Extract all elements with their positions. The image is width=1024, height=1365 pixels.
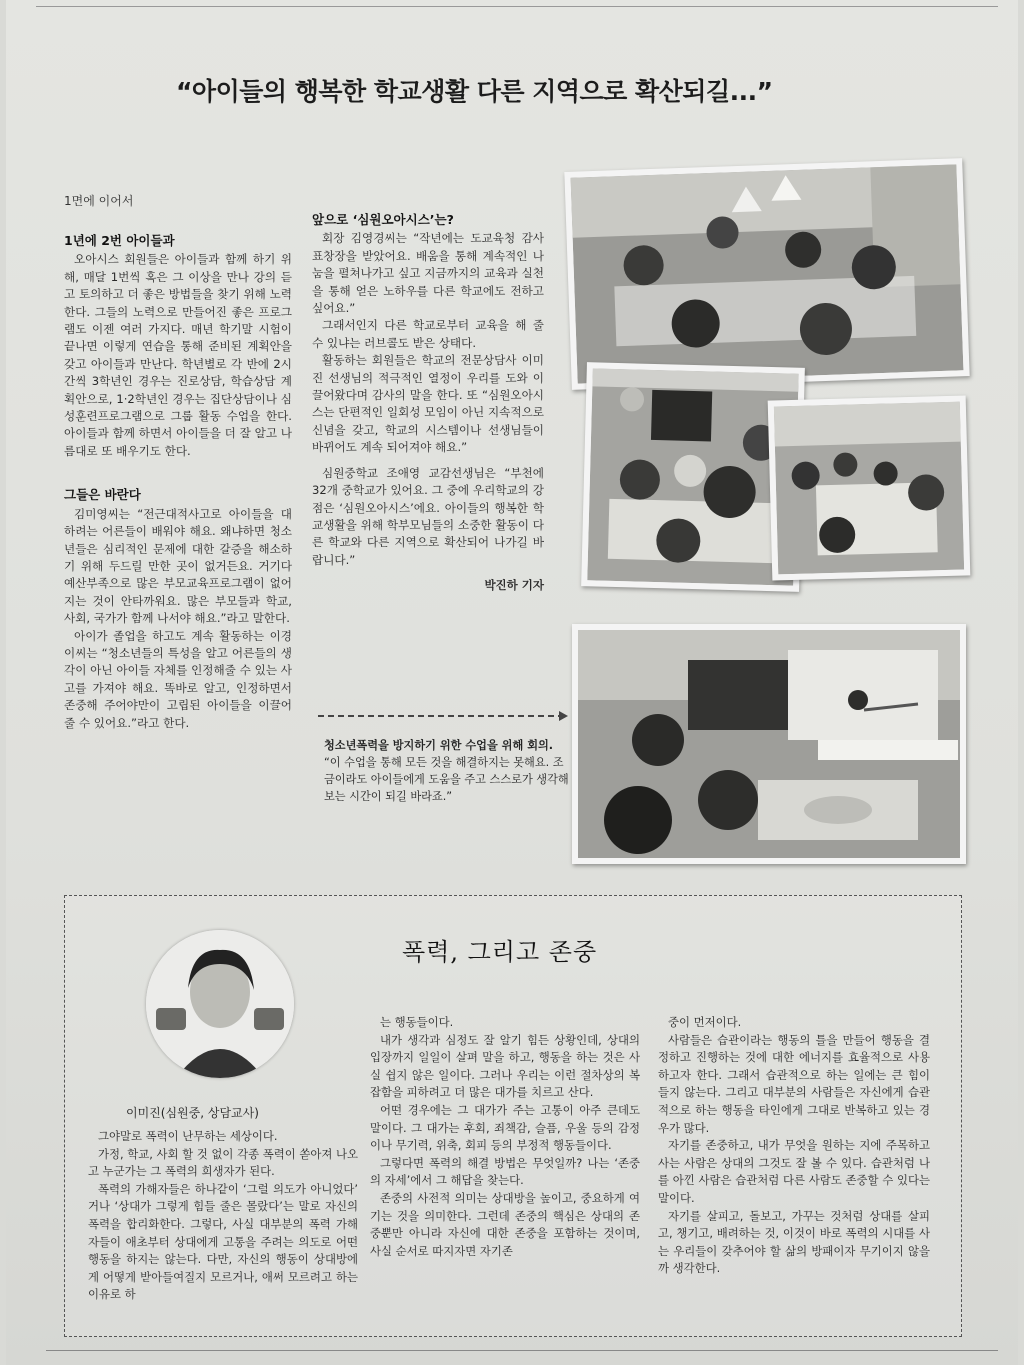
paragraph: 회장 김영경씨는 “작년에는 도교육청 감사표창장을 받았어요. 배움을 통해 계속적인 나눔을 펼쳐나가고 싶고 지금까지의 교육과 실천을 통해 얻은 노하우를 다른 학교에도 전하고 싶어요.” [312,231,544,316]
paragraph: 자기를 살피고, 돌보고, 가꾸는 것처럼 상대를 살피고, 챙기고, 배려하는 것, 이것이 바로 폭력의 시대를 사는 우리들이 갖추어야 할 삶의 방패이자 무기이지 않을까 생각한다. [658,1208,930,1276]
paragraph: 중이 먼저이다. [668,1015,742,1029]
paragraph: 오아시스 회원들은 아이들과 함께 하기 위해, 매달 1번씩 혹은 그 이상을 만나 강의 듣고 토의하고 더 좋은 방법들을 찾기 위해 노력한다. 그들의 노력으로 만들어진 좋은 프로그램도 이젠 여러 가지다. 매년 학기말 시험이 끝나면 이렇게 연습을 통해 준비된 계획안을 갖고 아이들과 만난다. 학년별로 각 반에 2시간씩 3학년인 경우는 진로상담, 학습상담 계획안으로, 1·2학년인 경우는 집단상담이나 심성훈련프로그램으로 그룹 활동 수업을 한다. 아이들과 함께 하면서 아이들을 더 잘 알고 나름대로 또 배우기도 한다. [64,252,292,458]
paragraph: 는 행동들이다. [380,1015,454,1029]
reporter-byline: 박진하 기자 [484,578,544,593]
column-text-3 [658,1014,930,1278]
paragraph: 아이가 졸업을 하고도 계속 활동하는 이경이씨는 “청소년들의 특성을 알고 어른들의 생각이 아닌 아이들 자체를 인정해줄 수 있는 사고를 가져야 해요. 똑바로 알고, 인정하면서 존중해 주어야만이 고립된 아이들을 이끌어 줄 수 있어요.”라고 한다. [64,628,292,730]
paragraph: 가정, 학교, 사회 할 것 없이 각종 폭력이 쏟아져 나오고 누군가는 그 폭력의 희생자가 된다. [88,1146,358,1179]
article-column-1 [64,232,292,732]
author-avatar [146,930,294,1078]
paragraph: 어떤 경우에는 그 대가가 주는 고통이 아주 큰데도 말이다. 그 대가는 후회, 죄책감, 슬픔, 우울 등의 감정이나 무기력, 위축, 회피 등의 부정적 행동들이다. [370,1102,640,1153]
paragraph: 그야말로 폭력이 난무하는 세상이다. [98,1129,278,1143]
column-text-1 [88,1128,358,1304]
paragraph: 사람들은 습관이라는 행동의 틀을 만들어 행동을 결정하고 진행하는 것에 대한 에너지를 효율적으로 사용하고자 한다. 그래서 습관적으로 하는 일에는 큰 힘이 들지 않는다. 그리고 대부분의 사람들은 자신에게 습관적으로 하는 행동을 타인에게 그대로 반복하고 있는 경우가 많다. [658,1032,930,1135]
classroom-photo-3-image [774,402,964,575]
article-column-2 [312,211,544,595]
paragraph: 활동하는 회원들은 학교의 전문상담사 이미진 선생님의 적극적인 열정이 우리를 도와 이끌어왔다며 감사의 말을 한다. 또 “심원오아시스는 단편적인 일회성 모임이 아닌 지속적으로 신념을 갖고, 학교의 시스템이나 선생님들이 바뀌어도 계속 되어져야 해요.” [312,353,544,455]
paragraph: 김미영씨는 “전근대적사고로 아이들을 대하려는 어른들이 배워야 해요. 왜냐하면 청소년들은 심리적인 문제에 대한 갈증을 해소하기 위해 두드릴 만한 곳이 없거든요. 거기다 예산부족으로 많은 부모교육프로그램이 없어지는 것이 안타까워요. 많은 부모들과 학교, 사회, 국가가 함께 나서야 해요.”라고 말한다. [64,506,292,626]
paragraph: 폭력의 가해자들은 하나같이 ‘그럴 의도가 아니었다’ 거나 ‘상대가 그렇게 힘들 줄은 몰랐다’는 말로 자신의 폭력을 합리화한다. 그렇다, 사실 대부분의 폭력 가해자들이 애초부터 상대에게 고통을 주려는 의도로 어떤 행동을 하지는 않는다. 다만, 자신의 행동이 상대방에게 어떻게 받아들여질지 모르거나, 애써 모르려고 하는 이유로 하 [88,1181,358,1302]
section-heading: 앞으로 ‘심원오아시스’는? [312,212,454,227]
bottom-rule [46,1350,998,1351]
classroom-photo-1 [564,158,969,390]
column-author: 이미진(심원중, 상담교사) [126,1106,259,1120]
caption-title: 청소년폭력을 방지하기 위한 수업을 위해 회의. [324,739,554,752]
caption-pointer-arrow [318,715,564,717]
paragraph: 심원중학교 조애영 교감선생님은 “부천에 32개 중학교가 있어요. 그 중에 우리학교의 강점은 ‘심원오아시스’에요. 아이들의 행복한 학교생활을 위해 학부모님들의 소중한 활동이 다른 학교와 다른 지역으로 확산되어 나가길 바랍니다.” [312,465,544,567]
photo-caption [324,737,574,805]
classroom-photo-4-image [578,630,960,858]
classroom-photo-4 [572,624,966,864]
paragraph: 자기를 존중하고, 내가 무엇을 원하는 지에 주목하고 사는 사람은 상대의 그것도 잘 볼 수 있다. 습관처럼 나를 아낀 사람은 습관처럼 다른 사람도 존중할 수 있다는 말이다. [658,1138,930,1205]
continued-note: 1면에 이어서 [64,194,134,208]
paragraph: 그렇다면 폭력의 해결 방법은 무엇일까? 나는 ‘존중의 자세’에서 그 해답을 찾는다. [370,1155,640,1188]
paragraph: 그래서인지 다른 학교로부터 교육을 해 줄 수 있냐는 러브콜도 받은 상태다. [312,318,544,350]
section-heading: 그들은 바란다 [64,487,141,503]
classroom-photo-1-image [571,164,964,383]
paragraph: 내가 생각과 심정도 잘 알기 힘든 상황인데, 상대의 입장까지 일일이 살펴 말을 하고, 행동을 하는 것은 사실 쉽지 않은 일이다. 그러나 우리는 이런 절차상의 복잡함을 피하려고 더 많은 대가를 치르고 산다. [370,1032,640,1100]
author-portrait-image [146,930,294,1078]
caption-body: “이 수업을 통해 모든 것을 해결하지는 못해요. 조금이라도 아이들에게 도움을 주고 스스로가 생각해보는 시간이 되길 바라죠.” [324,756,569,803]
article-headline: “아이들의 행복한 학교생활 다른 지역으로 확산되길...” [176,77,773,106]
newspaper-page [6,0,1018,1365]
top-rule [36,6,998,7]
classroom-photo-3 [768,395,971,580]
column-text-2 [370,1014,640,1260]
paragraph: 존중의 사전적 의미는 상대방을 높이고, 중요하게 여기는 것을 의미한다. 그런데 존중의 핵심은 상대의 존중뿐만 아니라 자신에 대한 존중을 포함하는 것이며, 사실 순서로 따지자면 자기존 [370,1190,640,1258]
section-heading: 1년에 2번 아이들과 [64,233,175,248]
column-title: 폭력, 그리고 존중 [402,938,598,966]
